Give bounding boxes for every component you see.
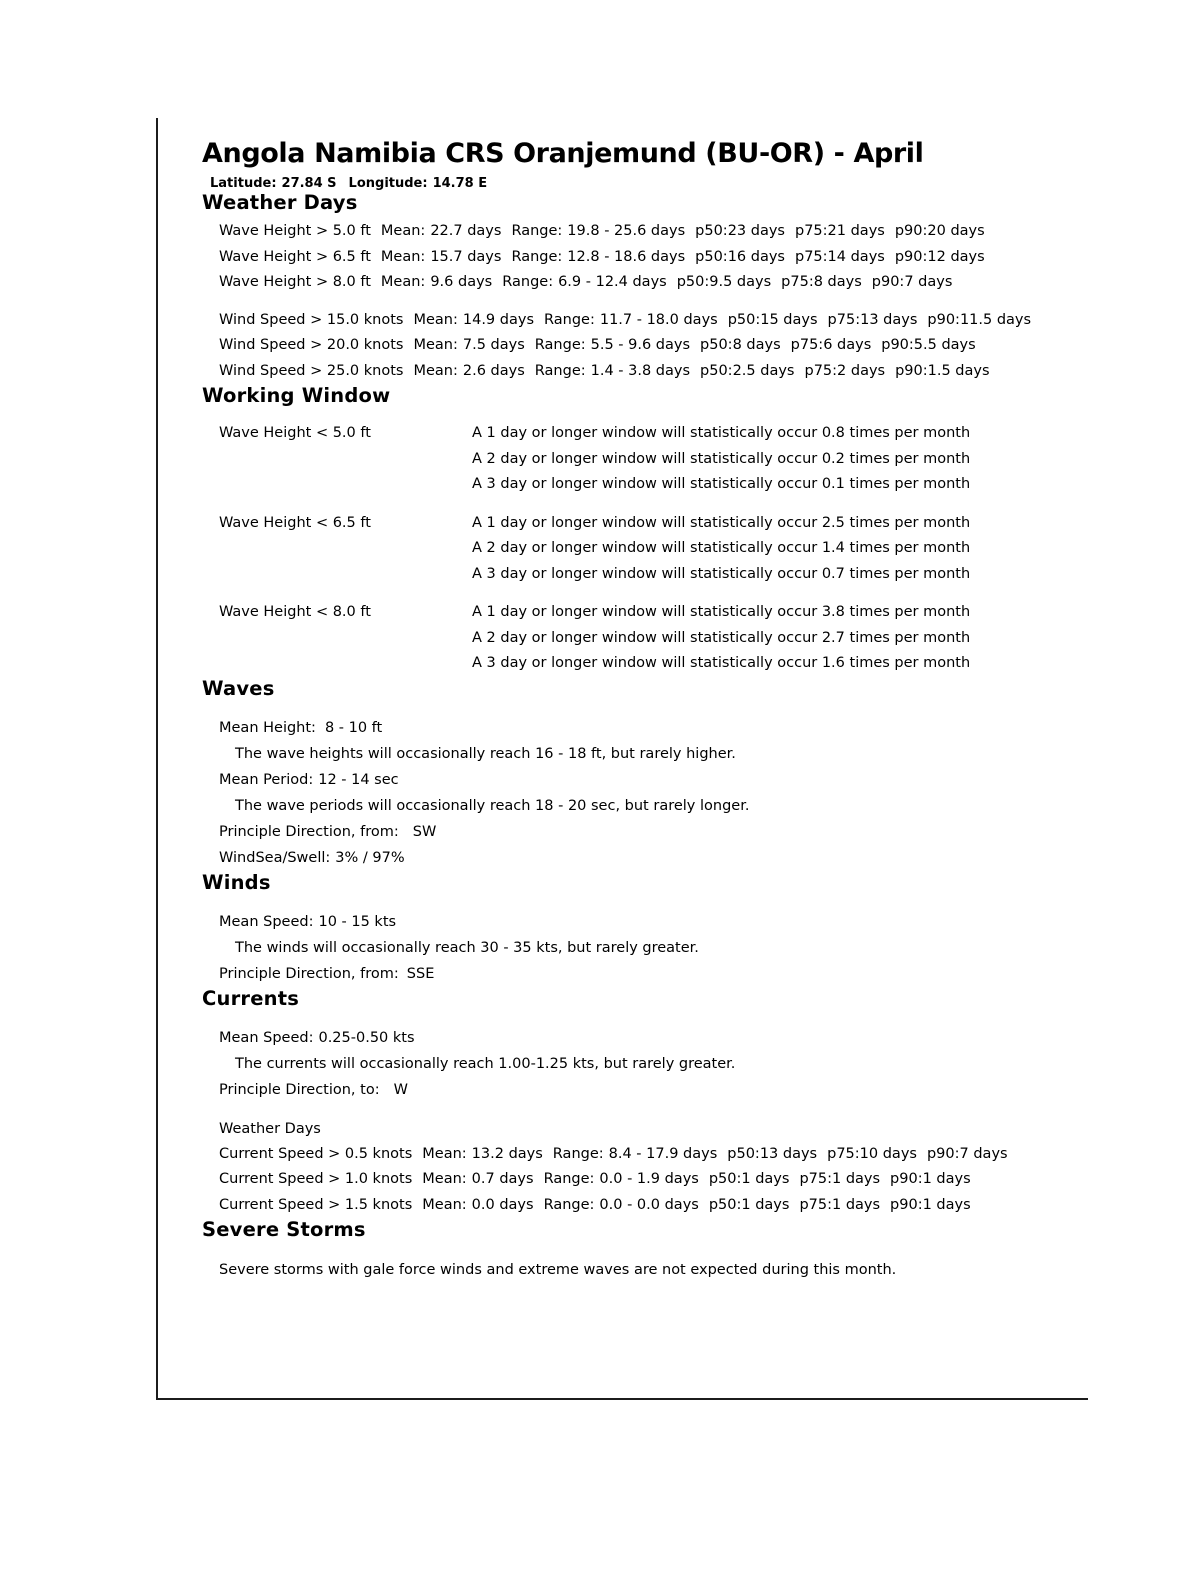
- range-value: 0.0 - 0.0 days: [599, 1196, 699, 1213]
- p75-label: p75:: [804, 362, 838, 379]
- wind-direction-label: Principle Direction, from:: [219, 965, 399, 982]
- wind-direction-line: [219, 961, 1172, 987]
- window-occurrence-lines: [472, 421, 1172, 498]
- working-window-group: [202, 511, 1172, 588]
- p50-label: p50:: [700, 362, 733, 379]
- range-value: 1.4 - 3.8 days: [590, 362, 691, 379]
- p50-value: 1 days: [741, 1196, 790, 1213]
- weather-day-row: [219, 1167, 1172, 1193]
- windsea-swell-value: 3% / 97%: [335, 849, 405, 866]
- wave-direction-label: Principle Direction, from:: [219, 823, 399, 840]
- p75-value: 1 days: [831, 1196, 881, 1213]
- severe-storms-text: Severe storms with gale force winds and extreme waves are not expected during this month.: [219, 1262, 897, 1278]
- p90-label: p90:: [927, 311, 960, 328]
- p75-value: 6 days: [823, 337, 872, 353]
- coordinates: [210, 176, 1172, 191]
- p90-label: p90:: [895, 362, 928, 379]
- wind-speed-weather-days: [202, 308, 1172, 385]
- weather-day-row: [219, 270, 1172, 296]
- p50-value: 23 days: [727, 223, 785, 239]
- p90-value: 7 days: [959, 1145, 1008, 1162]
- windsea-swell-line: [219, 845, 1172, 871]
- p75-value: 14 days: [827, 248, 885, 265]
- condition: Current Speed > 0.5 knots: [219, 1145, 413, 1162]
- window-occurrence-line: A 2 day or longer window will statistically occur 2.7 times per month: [472, 629, 971, 646]
- p75-value: 13 days: [860, 311, 918, 328]
- mean-label: Mean:: [380, 223, 426, 239]
- current-direction-line: [219, 1077, 1172, 1103]
- mean-value: 13.2 days: [471, 1145, 543, 1162]
- p75-label: p75:: [795, 248, 828, 265]
- p90-value: 12 days: [927, 248, 985, 265]
- condition: Wave Height > 6.5 ft: [219, 248, 371, 265]
- wave-direction-line: [219, 819, 1172, 845]
- window-occurrence-line: A 2 day or longer window will statistically occur 0.2 times per month: [472, 450, 971, 467]
- p90-value: 1 days: [922, 1196, 971, 1213]
- weather-day-row: [219, 333, 1172, 359]
- longitude-label: Longitude:: [348, 176, 428, 191]
- range-label: Range:: [511, 223, 563, 239]
- weather-day-row: [219, 308, 1172, 334]
- p90-value: 1 days: [922, 1171, 971, 1187]
- currents-weather-days-label: Weather Days: [219, 1120, 321, 1137]
- weather-day-row: [219, 1142, 1172, 1168]
- window-occurrence-line: A 3 day or longer window will statistically occur 0.1 times per month: [472, 476, 971, 492]
- mean-label: Mean:: [380, 248, 426, 265]
- p75-label: p75:: [781, 274, 814, 290]
- p50-value: 16 days: [727, 248, 785, 265]
- range-label: Range:: [543, 1171, 595, 1187]
- range-value: 11.7 - 18.0 days: [599, 311, 718, 328]
- range-value: 0.0 - 1.9 days: [599, 1171, 699, 1187]
- left-border-line: [156, 118, 158, 1399]
- p90-value: 1.5 days: [927, 362, 990, 379]
- p90-label: p90:: [926, 1145, 960, 1162]
- mean-value: 0.7 days: [471, 1171, 534, 1187]
- p50-value: 2.5 days: [732, 362, 795, 379]
- section-heading-currents: Currents: [202, 986, 300, 1010]
- p50-label: p50:: [727, 1145, 760, 1162]
- windsea-swell-label: WindSea/Swell:: [219, 849, 331, 866]
- wave-period-note: The wave periods will occasionally reach 18 - 20 sec, but rarely longer.: [235, 797, 750, 814]
- mean-value: 14.9 days: [462, 311, 534, 328]
- p90-label: p90:: [894, 223, 928, 239]
- p75-label: p75:: [790, 337, 824, 353]
- p75-label: p75:: [827, 1145, 860, 1162]
- range-label: Range:: [534, 337, 586, 353]
- section-heading-weather-days: Weather Days: [202, 191, 358, 214]
- range-label: Range:: [543, 1196, 595, 1213]
- condition: Wind Speed > 20.0 knots: [219, 337, 404, 353]
- p50-value: 8 days: [732, 337, 781, 353]
- wave-height-note: The wave heights will occasionally reach 16 - 18 ft, but rarely higher.: [235, 745, 736, 762]
- mean-value: 0.0 days: [471, 1196, 534, 1213]
- mean-period-value: 12 - 14 sec: [318, 771, 399, 788]
- wave-height-threshold-label: Wave Height < 5.0 ft: [219, 425, 371, 441]
- mean-value: 22.7 days: [430, 223, 502, 239]
- wave-height-threshold-label: Wave Height < 8.0 ft: [219, 604, 371, 620]
- p50-label: p50:: [727, 311, 761, 328]
- condition: Wave Height > 5.0 ft: [219, 223, 371, 239]
- p50-value: 9.5 days: [709, 274, 772, 290]
- range-value: 19.8 - 25.6 days: [567, 223, 686, 239]
- range-label: Range:: [544, 311, 595, 328]
- mean-period-line: [219, 767, 1172, 793]
- p90-value: 11.5 days: [959, 311, 1032, 328]
- mean-label: Mean:: [422, 1145, 467, 1162]
- window-occurrence-line: A 3 day or longer window will statistically occur 0.7 times per month: [472, 565, 971, 582]
- winds-details: [202, 909, 1172, 987]
- mean-height-line: [219, 715, 1172, 741]
- currents-details: [202, 1025, 1172, 1219]
- page-title: Angola Namibia CRS Oranjemund (BU-OR) - April: [202, 138, 924, 169]
- p75-value: 10 days: [859, 1145, 917, 1162]
- mean-value: 2.6 days: [462, 362, 525, 379]
- longitude-value: 14.78 E: [432, 176, 488, 191]
- weather-day-row: [219, 359, 1172, 385]
- mean-period-label: Mean Period:: [219, 771, 314, 788]
- p90-value: 7 days: [904, 274, 953, 290]
- p90-value: 5.5 days: [913, 337, 976, 353]
- section-heading-severe-storms: Severe Storms: [202, 1218, 366, 1241]
- p50-value: 13 days: [759, 1145, 818, 1162]
- wind-mean-speed-label: Mean Speed:: [219, 913, 314, 930]
- wave-direction-value: SW: [412, 823, 437, 840]
- range-label: Range:: [511, 248, 563, 265]
- window-occurrence-lines: [472, 511, 1172, 588]
- p75-value: 1 days: [831, 1171, 881, 1187]
- p90-value: 20 days: [927, 223, 985, 239]
- range-value: 12.8 - 18.6 days: [567, 248, 686, 265]
- condition: Wind Speed > 15.0 knots: [219, 311, 404, 328]
- mean-value: 9.6 days: [430, 274, 493, 290]
- mean-label: Mean:: [380, 274, 426, 290]
- p50-label: p50:: [676, 274, 710, 290]
- wave-height-weather-days: [202, 219, 1172, 296]
- window-occurrence-line: A 2 day or longer window will statistically occur 1.4 times per month: [472, 540, 971, 556]
- section-heading-working-window: Working Window: [202, 384, 391, 407]
- range-value: 5.5 - 9.6 days: [590, 337, 691, 353]
- wind-mean-speed-value: 10 - 15 kts: [318, 913, 397, 930]
- weather-day-row: [219, 1193, 1172, 1219]
- p50-value: 1 days: [741, 1171, 790, 1187]
- current-note: The currents will occasionally reach 1.00-1.25 kts, but rarely greater.: [235, 1055, 736, 1072]
- window-occurrence-lines: [472, 600, 1172, 677]
- latitude-label: Latitude:: [210, 176, 277, 191]
- p50-label: p50:: [695, 248, 728, 265]
- mean-label: Mean:: [413, 337, 458, 353]
- p75-value: 2 days: [837, 362, 886, 379]
- window-occurrence-line: A 1 day or longer window will statistically occur 2.5 times per month: [472, 514, 971, 531]
- bottom-border-line: [156, 1398, 1088, 1400]
- p75-value: 8 days: [813, 274, 862, 290]
- range-value: 8.4 - 17.9 days: [608, 1145, 718, 1162]
- p75-label: p75:: [795, 223, 828, 239]
- current-mean-speed-line: [219, 1025, 1172, 1051]
- p90-label: p90:: [871, 274, 905, 290]
- working-window-group: [202, 421, 1172, 498]
- current-direction-value: W: [393, 1081, 408, 1098]
- p50-label: p50:: [708, 1171, 742, 1187]
- waves-details: [202, 715, 1172, 871]
- wind-note: The winds will occasionally reach 30 - 35 kts, but rarely greater.: [235, 939, 699, 956]
- wind-direction-value: SSE: [406, 965, 435, 982]
- p90-label: p90:: [890, 1171, 923, 1187]
- p90-label: p90:: [894, 248, 928, 265]
- p90-label: p90:: [881, 337, 914, 353]
- p75-label: p75:: [799, 1196, 832, 1213]
- p75-value: 21 days: [827, 223, 885, 239]
- weather-day-row: [219, 219, 1172, 245]
- mean-value: 15.7 days: [430, 248, 502, 265]
- p75-label: p75:: [827, 311, 861, 328]
- section-heading-winds: Winds: [202, 870, 271, 894]
- range-label: Range:: [552, 1145, 604, 1162]
- wave-height-threshold-label: Wave Height < 6.5 ft: [219, 514, 371, 531]
- condition: Wave Height > 8.0 ft: [219, 274, 371, 290]
- mean-height-value: 8 - 10 ft: [324, 719, 383, 736]
- wind-mean-speed-line: [219, 909, 1172, 935]
- mean-label: Mean:: [413, 362, 458, 379]
- range-label: Range:: [502, 274, 554, 290]
- mean-label: Mean:: [422, 1196, 467, 1213]
- p75-label: p75:: [799, 1171, 832, 1187]
- mean-label: Mean:: [413, 311, 458, 328]
- current-direction-label: Principle Direction, to:: [219, 1081, 380, 1098]
- latitude-value: 27.84 S: [281, 176, 337, 191]
- p90-label: p90:: [890, 1196, 923, 1213]
- mean-label: Mean:: [422, 1171, 467, 1187]
- p50-value: 15 days: [760, 311, 818, 328]
- mean-value: 7.5 days: [462, 337, 525, 353]
- window-occurrence-line: A 1 day or longer window will statistically occur 0.8 times per month: [472, 425, 971, 441]
- condition: Current Speed > 1.0 knots: [219, 1171, 413, 1187]
- range-value: 6.9 - 12.4 days: [558, 274, 667, 290]
- p50-label: p50:: [695, 223, 728, 239]
- current-mean-speed-value: 0.25-0.50 kts: [318, 1029, 415, 1046]
- window-occurrence-line: A 3 day or longer window will statistically occur 1.6 times per month: [472, 655, 971, 671]
- weather-day-row: [219, 245, 1172, 271]
- p50-label: p50:: [700, 337, 733, 353]
- current-mean-speed-label: Mean Speed:: [219, 1029, 314, 1046]
- condition: Current Speed > 1.5 knots: [219, 1196, 413, 1213]
- p50-label: p50:: [708, 1196, 742, 1213]
- range-label: Range:: [534, 362, 586, 379]
- mean-height-label: Mean Height:: [219, 719, 316, 736]
- working-window-group: [202, 600, 1172, 677]
- window-occurrence-line: A 1 day or longer window will statistically occur 3.8 times per month: [472, 604, 971, 620]
- report-content: [202, 139, 1172, 1283]
- condition: Wind Speed > 25.0 knots: [219, 362, 404, 379]
- section-heading-waves: Waves: [202, 676, 275, 700]
